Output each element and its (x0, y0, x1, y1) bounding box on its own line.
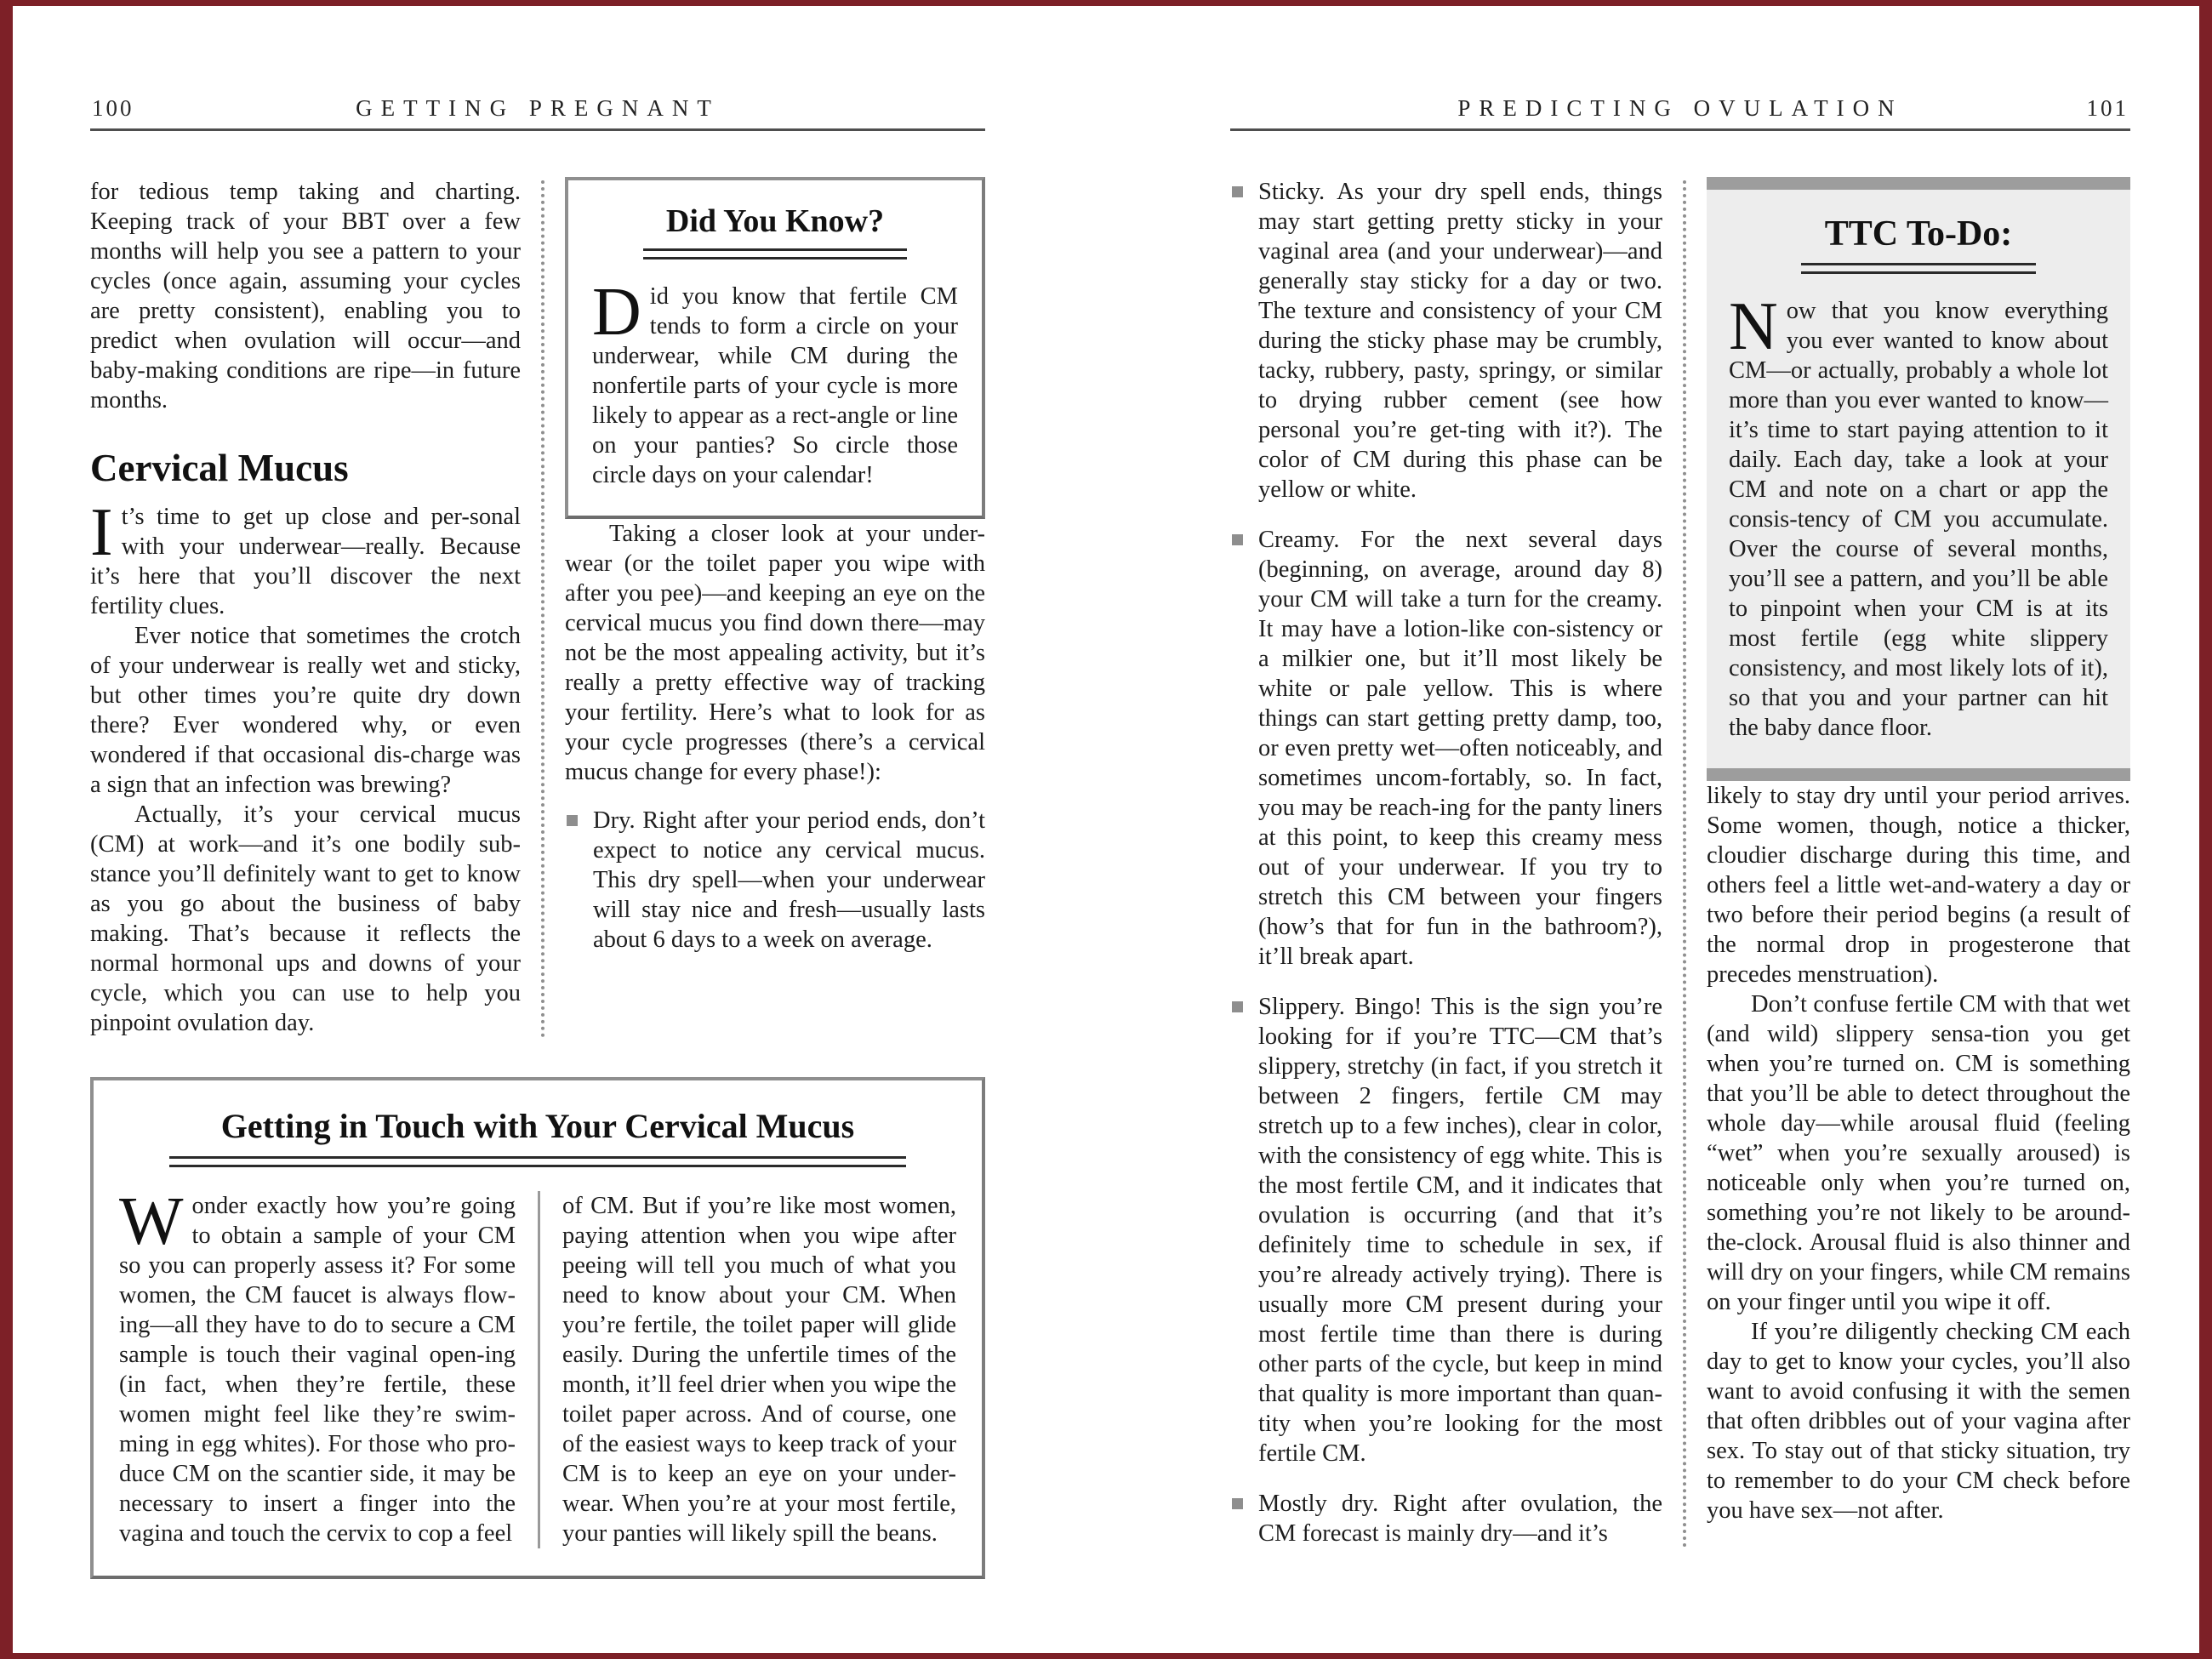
getting-in-touch-columns (119, 1184, 956, 1548)
list-item-slippery (1230, 992, 1662, 1468)
getting-in-touch-column-2 (538, 1191, 956, 1548)
list-item-text: Dry. Right after your period ends, don’t expect to notice any cervical mucus. This dry spell—when your underwear will stay nice and fresh—usually lasts about 6 days to a week on average. (593, 807, 985, 953)
square-bullet-icon (1232, 1498, 1243, 1509)
page-frame-top (0, 0, 2212, 6)
square-bullet-icon (567, 815, 578, 826)
column-divider-dotted (541, 180, 544, 1038)
square-bullet-icon (1232, 1001, 1243, 1012)
mostly-dry-continuation: likely to stay dry until your period arrives. Some women, though, notice a thicker, cloudier discharge during this time, and others feel a little wet-and-watery a day or two before their period begins (a result of the normal drop in progesterone that precedes menstruation). (1707, 783, 2130, 988)
left-running-head: GETTING PREGNANT (356, 95, 720, 121)
dropcap-initial-i: I (90, 495, 113, 570)
right-page-number: 101 (2086, 95, 2129, 121)
ttc-todo-body: ow that you know everything you ever wanted to know about CM—or actually, probably a whole lot more than you ever wanted to know—it’s time to start paying attention to it daily. Each day, take a look at your CM and note on a chart or app the consis-tency of CM you accumulate. Over the course of several months, you’ll see a pattern, and you’ll be able to pinpoint when your CM is at its most fertile (egg white slippery consistency, and most likely lots of it), so that you and your partner can hit the baby dance floor. (1729, 298, 2108, 741)
did-you-know-text (592, 275, 958, 490)
page-frame-left (0, 0, 13, 1659)
getting-in-touch-title-rule (169, 1156, 906, 1167)
left-page-column-1 (90, 177, 521, 1038)
left-page-columns (90, 177, 985, 1038)
page-frame-bottom (0, 1653, 2212, 1659)
body-paragraph: Ever notice that sometimes the crotch of your underwear is really wet and sticky, but other times you’re quite dry down there? Ever wondered why, or even wondered if that occasional dis-charge was a sign that an infection was brewing? (90, 623, 521, 798)
square-bullet-icon (1232, 534, 1243, 545)
square-bullet-icon (1232, 186, 1243, 197)
did-you-know-body: id you know that fertile CM tends to form a circle on your underwear, while CM during the nonfertile parts of your cycle is more likely to appear as a rect-angle or line on your panties? So circle those circle days on your calendar! (592, 283, 958, 488)
getting-in-touch-text-right: of CM. But if you’re like most women, paying attention when you wipe after peeing will tell you much of what you need to know about your CM. When you’re fertile, the toilet paper will glide easily. During the unfertile times of the month, it’ll feel drier when you wipe the toilet paper across. And of course, one of the easiest ways to keep track of your CM is to keep an eye on your under-wear. When you’re at your most fertile, your panties will likely spill the beans. (562, 1193, 956, 1547)
left-page-number: 100 (92, 95, 134, 121)
list-item-sticky (1230, 177, 1662, 505)
right-running-head: PREDICTING OVULATION (1457, 95, 1903, 121)
column-divider-dotted (1683, 180, 1686, 1548)
tracking-paragraph: Taking a closer look at your under-wear (or the toilet paper you wipe with after you pee)—and keeping an eye on the cervical mucus you find down there—may not be the most appealing activity, but it’s really a pretty effective way of tracking your fertility. Here’s what to look for as your cycle progresses (there’s a cervical mucus change for every phase!): (565, 521, 985, 785)
right-header-rule (1230, 128, 2130, 131)
right-page-column-1 (1230, 177, 1662, 1548)
body-paragraph: Actually, it’s your cervical mucus (CM) at work—and it’s one bodily sub-stance you’ll definitely want to get to know as you go about the business of baby making. That’s because it reflects the normal hormonal ups and downs of your cycle, which you can use to help you pinpoint ovulation day. (90, 801, 521, 1036)
ttc-todo-title-rule (1801, 263, 2037, 274)
list-item-mostly-dry (1230, 1489, 1662, 1548)
list-item-creamy (1230, 525, 1662, 972)
ttc-todo-text (1729, 289, 2108, 743)
did-you-know-title: Did You Know? (665, 203, 885, 239)
getting-in-touch-text-left (119, 1184, 516, 1548)
left-page (90, 83, 985, 1579)
list-item-text: Creamy. For the next several days (beginning, on average, around day 8) your CM will take a turn for the creamy. It may have a lotion-like con-sistency or a milkier one, but it’ll most likely be white or pale yellow. This is where things can start getting pretty damp, too, or even pretty wet—often noticeably, and sometimes uncom-fortably, so. In fact, you may be reach-ing for the panty liners at this point, to keep this creamy mess out of your underwear. If you try to stretch this CM between your fingers (how’s that for fun in the bathroom?), it’ll break apart. (1258, 527, 1662, 970)
list-item-dry (565, 806, 985, 955)
dropcap-paragraph-text: t’s time to get up close and per-sonal with your underwear—really. Because it’s here that you’ll discover the next fertility clues. (90, 504, 521, 619)
left-header-rule (90, 128, 985, 131)
ttc-todo-box (1707, 177, 2130, 781)
list-item-text: Sticky. As your dry spell ends, things may start getting pretty sticky in your vaginal area (and your underwear)—and generally stay sticky for a day or two. The texture and consistency of your CM during the sticky phase may be crumbly, tacky, rubbery, pasty, springy, or similar to drying rubber cement (see how personal you’re get-ting with it?). The color of CM during this phase can be yellow or white. (1258, 179, 1662, 503)
getting-in-touch-box (90, 1077, 985, 1579)
left-page-column-2 (565, 177, 985, 1038)
page-frame-right (2199, 0, 2212, 1659)
ttc-todo-title: TTC To-Do: (1824, 214, 2013, 254)
dropcap-initial-d: D (592, 275, 641, 350)
did-you-know-box (565, 177, 985, 519)
dropcap-initial-w: W (119, 1184, 184, 1259)
right-page-column-2 (1707, 177, 2130, 1548)
left-page-header (90, 83, 985, 131)
right-page-header (1230, 83, 2130, 131)
list-item-text: Slippery. Bingo! This is the sign you’re looking for if you’re TTC—CM that’s slippery, stretchy (in fact, if you stretch it between 2 fingers, fertile CM may stretch up to a few inches), clear in color, with the consistency of egg white. This is the most fertile CM, and it indicates that ovulation is occurring (and that it’s definitely time to schedule in sex, if you’re already actively trying). There is usually more CM present during your most fertile time than there is during other parts of the cycle, but keep in mind that quality is more important than quan-tity when you’re looking for the most fertile CM. (1258, 994, 1662, 1467)
intro-paragraph: for tedious temp taking and charting. Keeping track of your BBT over a few months will help you see a pattern to your cycles (once again, assuming your cycles are pretty consistent), enabling you to predict when ovulation will occur—and baby-making conditions are ripe—in future months. (90, 179, 521, 413)
body-paragraph: If you’re diligently checking CM each day to get to know your cycles, you’ll also want to avoid confusing it with the semen that often dribbles out of your vagina after sex. To stay out of that sticky situation, try to remember to do your CM check before you have sex—not after. (1707, 1319, 2130, 1524)
dropcap-initial-n: N (1729, 289, 1778, 364)
getting-in-touch-column-1 (119, 1184, 538, 1548)
right-page (1230, 83, 2130, 1548)
getting-in-touch-left-body: onder exactly how you’re going to obtain a sample of your CM so you can properly assess it? For some women, the CM faucet is always flow-ing—all they have to do to secure a CM sample is touch their vaginal open-ing (in fact, when they’re fertile, these women might feel like they’re swim-ming in egg whites). For those who pro-duce CM on the scantier side, it may be necessary to insert a finger into the vagina and touch the cervix to cop a feel (119, 1193, 516, 1547)
right-page-columns (1230, 177, 2130, 1548)
list-item-text: Mostly dry. Right after ovulation, the CM forecast is mainly dry—and it’s (1258, 1491, 1662, 1547)
getting-in-touch-title: Getting in Touch with Your Cervical Mucus (220, 1107, 855, 1145)
body-paragraph: Don’t confuse fertile CM with that wet (and wild) slippery sensa-tion you get when you’re turned on. CM is something that you’ll be able to detect throughout the whole day—while arousal fluid (feeling “wet” when you’re sexually aroused) is noticeable only when you’re turned on, something you’re not likely to be around-the-clock. Arousal fluid is also thinner and will dry on your fingers, while CM remains on your finger until you wipe it off. (1707, 991, 2130, 1315)
dropcap-paragraph (90, 495, 521, 621)
did-you-know-title-rule (643, 248, 907, 259)
section-heading-cervical-mucus: Cervical Mucus (90, 447, 349, 489)
